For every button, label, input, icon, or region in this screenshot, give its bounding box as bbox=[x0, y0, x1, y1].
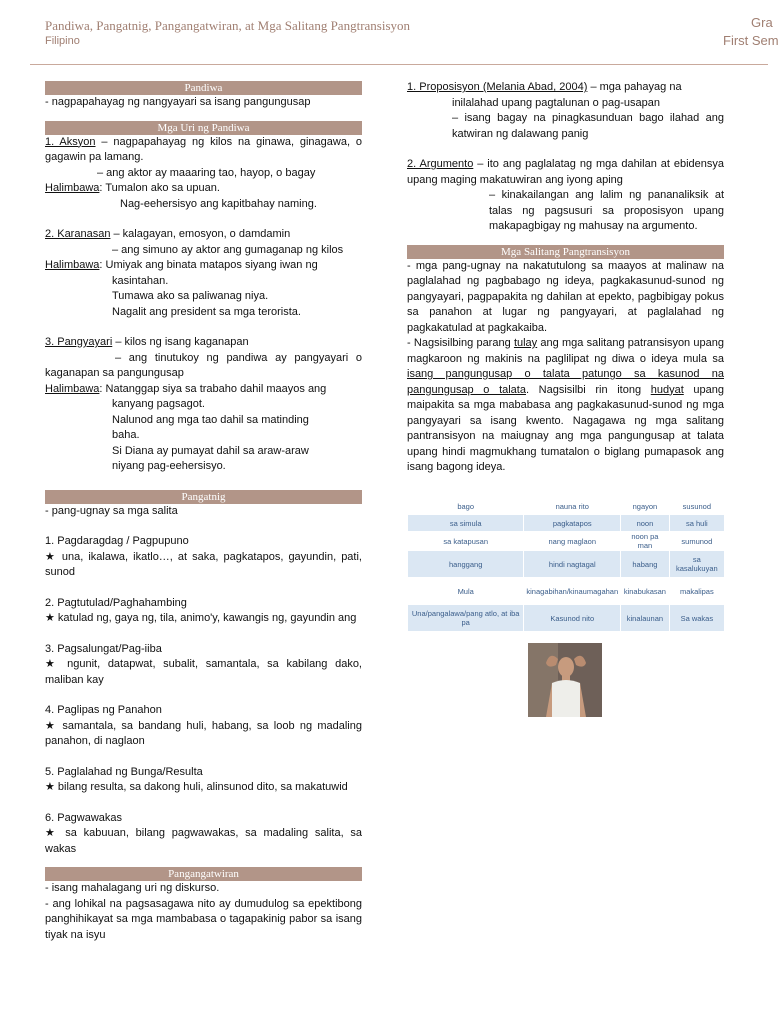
table-cell: hindi nagtagal bbox=[524, 551, 621, 578]
pangatnig-item-title: 5. Paglalahad ng Bunga/Resulta bbox=[45, 765, 203, 778]
karanasan-desc: – kalagayan, emosyon, o damdamin bbox=[110, 228, 291, 240]
pangyayari-ex1a: : Natanggap siya sa trabaho dahil maayos ang bbox=[99, 382, 327, 395]
aksyon-definition bbox=[45, 135, 362, 166]
transisyon-p2-b: ang mga salitang patransisyon upang magkaroon ng makinis na paglilipat ng diwa o ideya mula sa bbox=[407, 337, 724, 365]
aksyon-example-2: Nag-eehersisyo ang kapitbahay naming. bbox=[120, 197, 317, 210]
aksyon-sub: – ang aktor ay maaaring tao, hayop, o bagay bbox=[97, 166, 316, 179]
table-cell: nauna rito bbox=[524, 498, 621, 515]
transisyon-p2-d: upang maipakita sa mga mababasa ang pagkakasunud-sunod ng mga pangyayari sa isang kwento. Nagagawa ng mga salitang pantransisyon na maiugnay ang mga pangungusap at talata upang hindi magmukhang tumatalon o biglang pumapasok ang isang bagong ideya. bbox=[407, 383, 724, 473]
table-row bbox=[408, 498, 725, 515]
proposisyon-definition bbox=[407, 80, 724, 96]
table-cell: noon bbox=[621, 515, 670, 532]
pangyayari-desc: – kilos ng isang kaganapan bbox=[112, 336, 249, 348]
table-row bbox=[408, 578, 725, 605]
argumento-desc: – ito ang paglalatag ng mga dahilan at ebidensya upang maging makatuwiran ang iyong aping bbox=[407, 158, 724, 186]
pangatnig-item-body: ★ ngunit, datapwat, subalit, samantala, sa kabilang dako, maliban kay bbox=[45, 658, 362, 686]
pangatnig-item-body: ★ sa kabuuan, bilang pagwawakas, sa madaling salita, sa wakas bbox=[45, 827, 362, 855]
table-row bbox=[408, 532, 725, 551]
table-cell: nang maglaon bbox=[524, 532, 621, 551]
tulay-term: tulay bbox=[513, 337, 538, 349]
argumento-sub: – kinakailangan ang lalim ng pananaliksik at talas ng pagsusuri sa proposisyon upang makapagbigay ng mahusay na argumento. bbox=[489, 189, 724, 232]
proposisyon-label: 1. Proposisyon (Melania Abad, 2004) bbox=[407, 81, 588, 93]
table-row bbox=[408, 515, 725, 532]
section-heading-pangatnig: Pangatnig bbox=[45, 490, 362, 504]
section-heading-pangangatwiran: Pangangatwiran bbox=[45, 867, 362, 881]
pandiwa-definition: - nagpapahayag ng nangyayari sa isang pangungusap bbox=[45, 96, 311, 108]
karanasan-example-1b: kasintahan. bbox=[112, 274, 169, 287]
pangatnig-item-title: 3. Pagsalungat/Pag-iiba bbox=[45, 642, 162, 655]
aksyon-ex1: : Tumalon ako sa upuan. bbox=[99, 182, 220, 194]
table-cell: sumunod bbox=[669, 532, 724, 551]
header-right-grade: Gra bbox=[751, 15, 773, 30]
pangyayari-sub: – ang tinutukoy ng pandiwa ay pangyayari o kaganapan sa pangungusap bbox=[45, 351, 362, 379]
karanasan-example-1 bbox=[45, 258, 362, 274]
halimbawa-label: Halimbawa bbox=[45, 382, 100, 395]
table-cell: bago bbox=[408, 498, 524, 515]
table-cell: Mula bbox=[408, 578, 524, 605]
pangatnig-item-title: 4. Paglipas ng Panahon bbox=[45, 704, 162, 716]
table-row bbox=[408, 551, 725, 578]
table-cell: kinagabihan/kinaumagahan bbox=[524, 578, 621, 605]
left-column bbox=[45, 81, 362, 943]
pangangatwiran-line-1: - isang mahalagang uri ng diskurso. bbox=[45, 882, 220, 894]
man-stretching-photo bbox=[528, 643, 602, 717]
transisyon-paragraph-1: - mga pang-ugnay na nakatutulong sa maayos at malinaw na paglalahad ng pagbabago ng ideya, pagkakasunud-sunod ng pangyayari, pagpapakita ng dahilan at epekto, pagbibigay pokus sa panahon at lugar ng pangyayari, at paglalahad ng pagkakatulad at pagkakaiba. bbox=[407, 259, 724, 334]
table-cell: hanggang bbox=[408, 551, 524, 578]
pangyayari-example-2a: Nalunod ang mga tao dahil sa matinding bbox=[112, 413, 309, 426]
pangatnig-item-body: ★ katulad ng, gaya ng, tila, animo'y, kawangis ng, gayundin ang bbox=[45, 612, 357, 624]
table-row bbox=[408, 605, 725, 632]
aksyon-desc: – nagpapahayag ng kilos na ginawa, ginagawa, o gagawin pa lamang. bbox=[45, 135, 362, 163]
table-cell: kinalaunan bbox=[621, 605, 670, 632]
table-cell: susunod bbox=[669, 498, 724, 515]
pangatnig-item-body: ★ samantala, sa bandang huli, habang, sa loob ng madaling panahon, di naglaon bbox=[45, 719, 362, 747]
pangatnig-item-title: 6. Pagwawakas bbox=[45, 811, 123, 824]
proposisyon-sub: – isang bagay na pinagkasunduan bago ilahad ang katwiran ng dalawang panig bbox=[452, 112, 724, 140]
table-cell: sa katapusan bbox=[408, 532, 524, 551]
argumento-definition bbox=[407, 157, 724, 188]
document-subtitle: Filipino bbox=[45, 35, 80, 47]
pangatnig-item-title: 2. Pagtutulad/Paghahambing bbox=[45, 596, 187, 609]
table-cell: Sa wakas bbox=[669, 605, 724, 632]
table-cell: sa huli bbox=[669, 515, 724, 532]
proposisyon-desc: – mga pahayag na bbox=[587, 81, 682, 93]
halimbawa-label: Halimbawa bbox=[45, 259, 100, 271]
table-cell: Kasunod nito bbox=[524, 605, 621, 632]
pangyayari-definition bbox=[45, 335, 362, 351]
table-cell: ngayon bbox=[621, 498, 670, 515]
transisyon-paragraph-2 bbox=[407, 336, 724, 476]
karanasan-sub: – ang simuno ay aktor ang gumaganap ng kilos bbox=[112, 243, 344, 256]
pangyayari-example-1 bbox=[45, 382, 362, 398]
karanasan-example-3: Nagalit ang president sa mga terorista. bbox=[112, 305, 301, 318]
aksyon-example-1 bbox=[45, 181, 362, 197]
pangyayari-example-2b: baha. bbox=[112, 429, 140, 441]
table-cell: noon pa man bbox=[621, 532, 670, 551]
pangatnig-definition: - pang-ugnay sa mga salita bbox=[45, 504, 178, 517]
header-divider bbox=[30, 64, 768, 65]
right-column bbox=[407, 80, 724, 476]
transisyon-p2-c: . Nagsisilbi rin itong bbox=[525, 383, 651, 396]
proposisyon-cont: inilalahad upang pagtalunan o pag-usapan bbox=[452, 96, 660, 109]
table-cell: makalipas bbox=[669, 578, 724, 605]
pangatnig-item-body: ★ una, ikalawa, ikatlo…, at saka, pagkatapos, gayundin, pati, sunod bbox=[45, 550, 362, 578]
karanasan-label: 2. Karanasan bbox=[45, 228, 111, 240]
table-cell: pagkatapos bbox=[524, 515, 621, 532]
hudyat-term: hudyat bbox=[650, 383, 684, 396]
pangatnig-item-title: 1. Pagdaragdag / Pagpupuno bbox=[45, 535, 189, 547]
transition-words-table bbox=[407, 497, 725, 632]
table-cell: sa simula bbox=[408, 515, 524, 532]
pangyayari-example-3b: niyang pag-eehersisyo. bbox=[112, 460, 226, 472]
pangyayari-example-3a: Si Diana ay pumayat dahil sa araw-araw bbox=[112, 444, 309, 457]
karanasan-example-2: Tumawa ako sa paliwanag niya. bbox=[112, 290, 269, 302]
table-cell: kinabukasan bbox=[621, 578, 670, 605]
argumento-label: 2. Argumento bbox=[407, 158, 474, 170]
pangatnig-item-body: ★ bilang resulta, sa dakong huli, alinsunod dito, sa makatuwid bbox=[45, 781, 348, 793]
pangyayari-example-1b: kanyang pagsagot. bbox=[112, 398, 205, 410]
table-cell: sa kasalukuyan bbox=[669, 551, 724, 578]
halimbawa-label: Halimbawa bbox=[45, 182, 100, 194]
karanasan-definition bbox=[45, 227, 362, 243]
section-heading-uri: Mga Uri ng Pandiwa bbox=[45, 121, 362, 135]
karanasan-ex1a: : Umiyak ang binata matapos siyang iwan ng bbox=[99, 259, 318, 271]
pangangatwiran-line-2: - ang lohikal na pagsasagawa nito ay dumudulog sa epektibong panghihikayat sa mga mambabasa o tagapakinig pabor sa isang tiyak na isyu bbox=[45, 897, 362, 941]
document-title: Pandiwa, Pangatnig, Pangangatwiran, at Mga Salitang Pangtransisyon bbox=[45, 18, 411, 33]
header-right-semester: First Sem bbox=[723, 33, 779, 48]
transisyon-p2-a: - Nagsisilbing parang bbox=[407, 337, 514, 349]
section-heading-pandiwa: Pandiwa bbox=[45, 81, 362, 95]
aksyon-label: 1. Aksyon bbox=[45, 135, 96, 148]
table-cell: Una/pangalawa/pang atlo, at iba pa bbox=[408, 605, 524, 632]
transisyon-underlined-phrase: isang pangungusap o talata patungo sa kasunod na pangungusap o talata bbox=[407, 368, 724, 396]
pangyayari-label: 3. Pangyayari bbox=[45, 336, 113, 348]
table-cell: habang bbox=[621, 551, 670, 578]
section-heading-transisyon: Mga Salitang Pangtransisyon bbox=[407, 245, 724, 259]
